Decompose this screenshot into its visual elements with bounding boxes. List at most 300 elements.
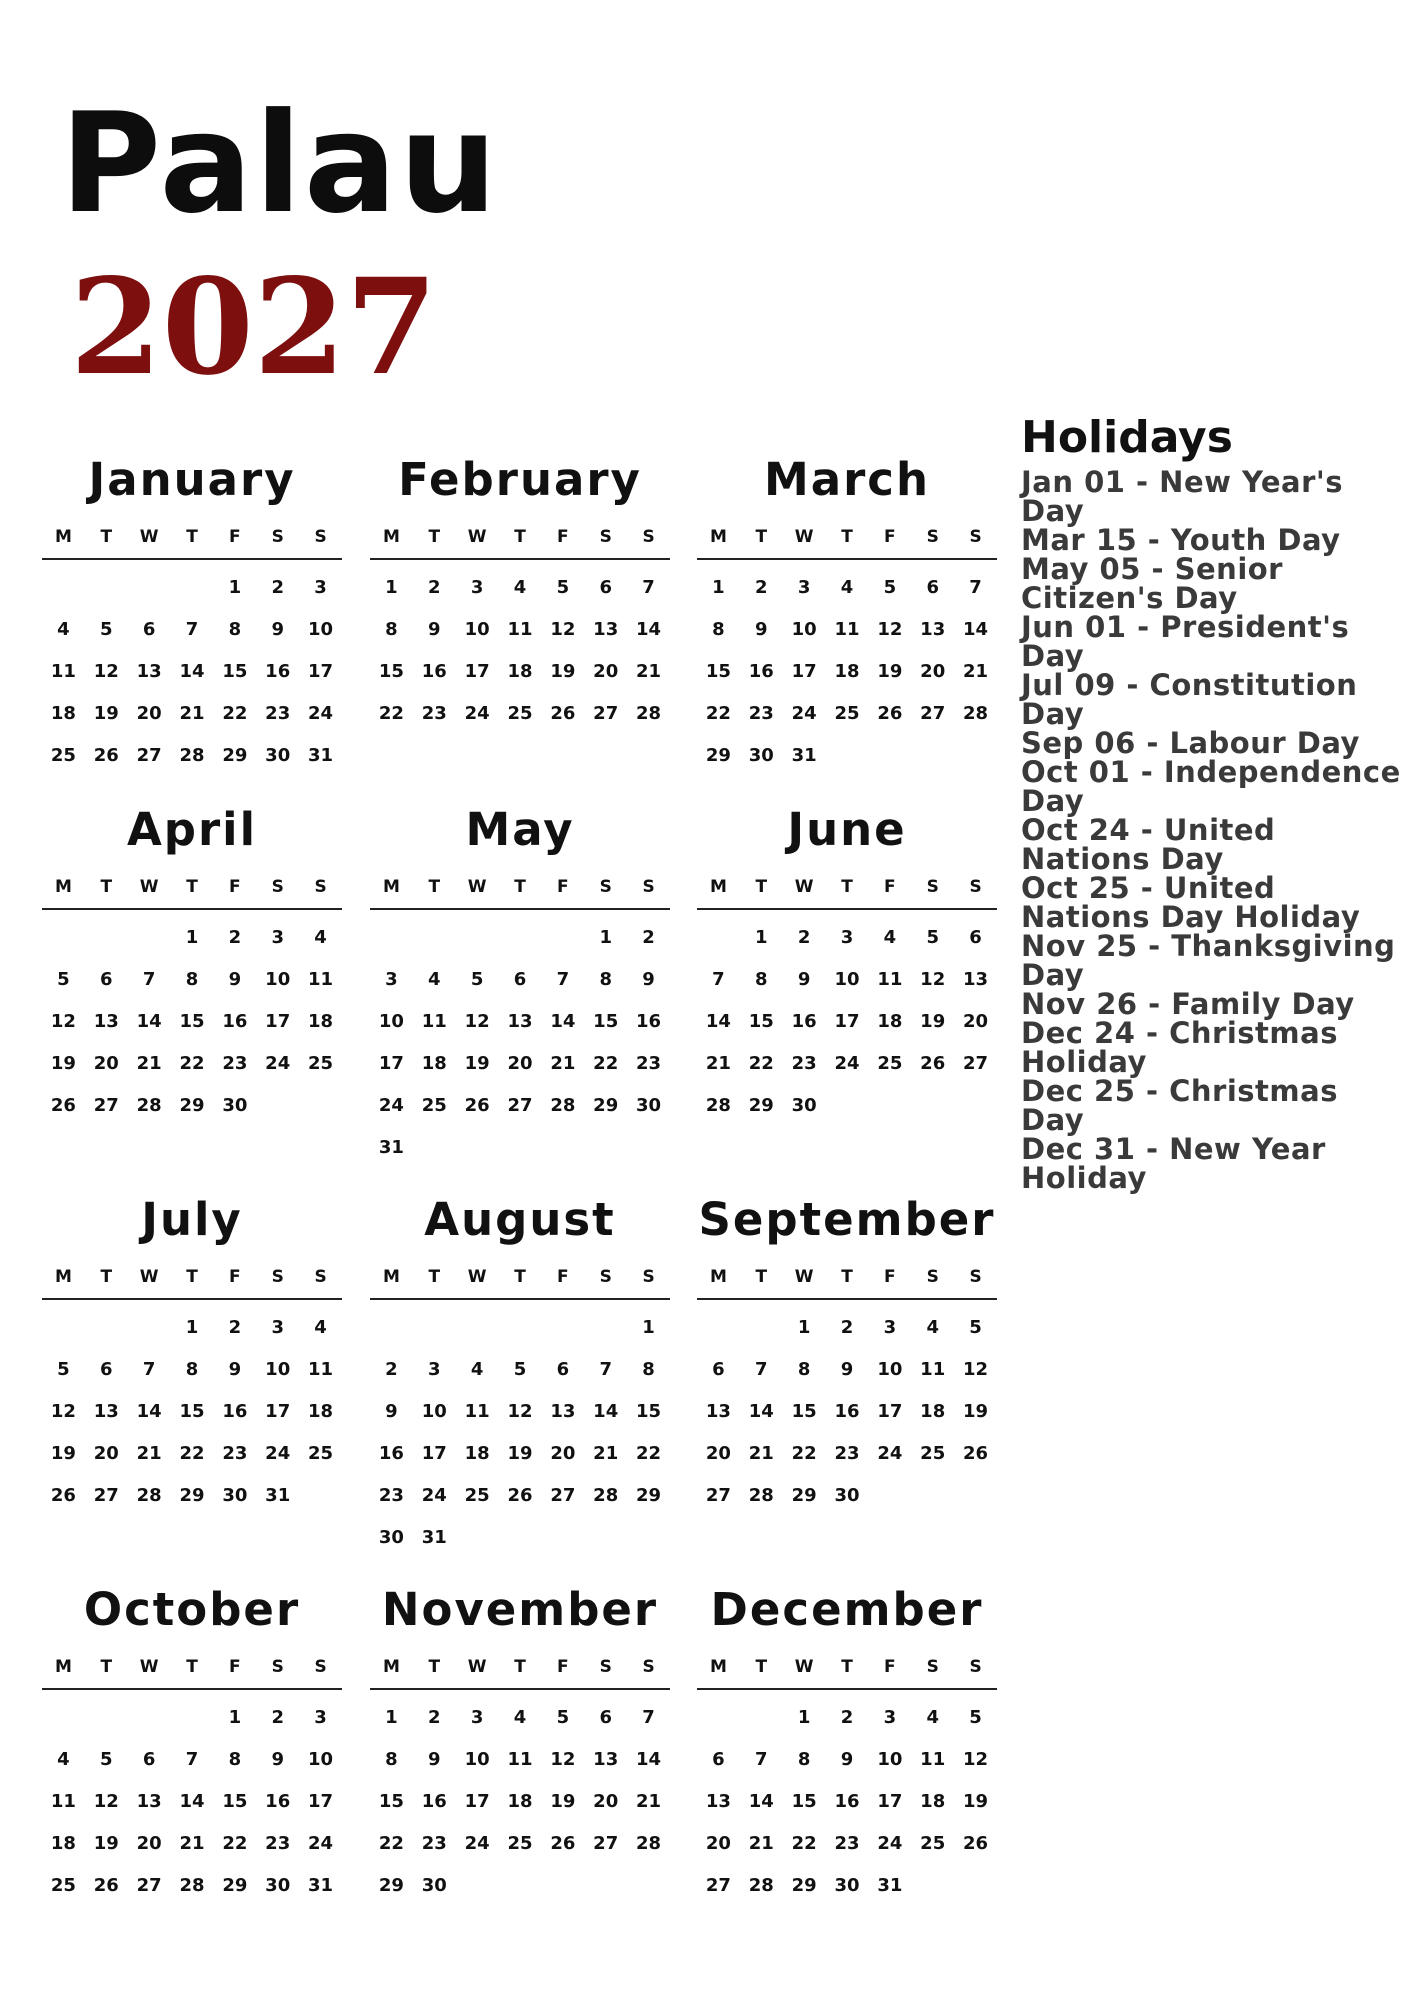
weekday-label: W <box>467 1267 487 1287</box>
empty-day-cell <box>413 1306 456 1348</box>
day-cell: 23 <box>265 1832 291 1854</box>
day-cell: 17 <box>877 1790 903 1812</box>
day-cell: 2 <box>797 926 811 948</box>
day-cell: 20 <box>507 1052 533 1074</box>
day-cell: 27 <box>705 1484 731 1506</box>
day-cell: 20 <box>136 702 162 724</box>
weekday-header <box>370 1264 670 1300</box>
month-january <box>42 450 342 776</box>
day-cell: 18 <box>507 1790 533 1812</box>
weekday-label: F <box>229 1267 241 1287</box>
day-cell: 19 <box>963 1400 989 1422</box>
month-name: May <box>465 803 575 856</box>
day-cell: 23 <box>834 1832 860 1854</box>
month-may <box>370 800 670 1168</box>
day-cell: 25 <box>507 702 533 724</box>
day-cell: 28 <box>748 1484 774 1506</box>
day-cell: 22 <box>179 1052 205 1074</box>
day-cell: 29 <box>179 1484 205 1506</box>
day-grid <box>697 1306 997 1516</box>
day-cell: 7 <box>142 1358 156 1380</box>
day-cell: 14 <box>636 1748 662 1770</box>
day-cell: 12 <box>507 1400 533 1422</box>
day-cell: 18 <box>507 660 533 682</box>
weekday-label: T <box>755 1267 768 1287</box>
day-cell: 11 <box>50 1790 76 1812</box>
weekday-label: T <box>755 527 768 547</box>
day-cell: 12 <box>963 1358 989 1380</box>
empty-day-cell <box>85 916 128 958</box>
weekday-label: S <box>642 1267 655 1287</box>
month-name: November <box>381 1583 659 1636</box>
month-name: April <box>126 803 258 856</box>
day-cell: 13 <box>136 1790 162 1812</box>
day-cell: 3 <box>883 1316 897 1338</box>
weekday-label: T <box>755 877 768 897</box>
weekday-label: S <box>969 527 982 547</box>
day-cell: 6 <box>969 926 982 948</box>
day-cell: 26 <box>507 1484 533 1506</box>
day-cell: 26 <box>464 1094 490 1116</box>
weekday-header <box>42 1654 342 1690</box>
empty-day-cell <box>85 1696 128 1738</box>
day-cell: 6 <box>556 1358 570 1380</box>
day-cell: 30 <box>748 744 774 766</box>
day-cell: 24 <box>834 1052 860 1074</box>
day-cell: 12 <box>550 1748 576 1770</box>
day-cell: 15 <box>222 1790 248 1812</box>
day-cell: 6 <box>100 1358 113 1380</box>
day-cell: 16 <box>791 1010 817 1032</box>
day-cell: 1 <box>712 576 725 598</box>
day-cell: 24 <box>378 1094 404 1116</box>
month-name: June <box>787 803 907 856</box>
day-cell: 3 <box>385 968 398 990</box>
day-cell: 9 <box>428 1748 441 1770</box>
day-grid <box>42 1696 342 1906</box>
day-cell: 15 <box>593 1010 619 1032</box>
day-cell: 26 <box>50 1484 76 1506</box>
weekday-label: S <box>599 527 612 547</box>
day-cell: 26 <box>877 702 903 724</box>
day-cell: 11 <box>920 1358 946 1380</box>
month-october <box>42 1580 342 1906</box>
day-cell: 23 <box>421 1832 447 1854</box>
day-cell: 11 <box>421 1010 447 1032</box>
day-cell: 1 <box>797 1316 811 1338</box>
empty-day-cell <box>541 916 584 958</box>
day-grid <box>370 1696 670 1906</box>
empty-day-cell <box>740 1306 783 1348</box>
weekday-label: M <box>382 527 400 547</box>
day-cell: 22 <box>791 1442 817 1464</box>
day-cell: 24 <box>421 1484 447 1506</box>
day-cell: 23 <box>421 702 447 724</box>
day-cell: 28 <box>593 1484 619 1506</box>
day-cell: 30 <box>265 744 291 766</box>
day-cell: 19 <box>93 702 119 724</box>
weekday-label: M <box>54 1657 72 1677</box>
day-cell: 6 <box>513 968 527 990</box>
day-cell: 25 <box>50 1874 76 1896</box>
holiday-item: Dec 24 - Christmas Holiday <box>1021 1016 1338 1079</box>
day-cell: 31 <box>308 1874 334 1896</box>
day-cell: 30 <box>222 1484 248 1506</box>
day-cell: 4 <box>883 926 897 948</box>
empty-day-cell <box>128 1696 171 1738</box>
day-cell: 9 <box>840 1358 854 1380</box>
weekday-label: T <box>186 527 198 547</box>
day-cell: 14 <box>705 1010 731 1032</box>
day-cell: 4 <box>513 576 527 598</box>
day-cell: 19 <box>50 1442 76 1464</box>
month-name: January <box>88 453 296 506</box>
day-cell: 5 <box>969 1706 982 1728</box>
day-cell: 14 <box>136 1400 162 1422</box>
day-cell: 1 <box>385 576 398 598</box>
weekday-label: F <box>884 527 896 547</box>
day-cell: 5 <box>556 1706 570 1728</box>
day-cell: 16 <box>834 1790 860 1812</box>
day-cell: 15 <box>748 1010 774 1032</box>
empty-day-cell <box>42 566 85 608</box>
day-cell: 5 <box>969 1316 982 1338</box>
day-cell: 31 <box>877 1874 903 1896</box>
day-cell: 30 <box>636 1094 662 1116</box>
weekday-label: W <box>139 1657 159 1677</box>
day-cell: 6 <box>712 1748 725 1770</box>
day-cell: 3 <box>470 576 484 598</box>
day-cell: 1 <box>228 576 242 598</box>
weekday-label: T <box>755 1657 768 1677</box>
empty-day-cell <box>128 566 171 608</box>
day-cell: 8 <box>228 1748 242 1770</box>
day-cell: 5 <box>100 1748 113 1770</box>
day-cell: 28 <box>636 1832 662 1854</box>
weekday-label: S <box>271 1657 284 1677</box>
day-cell: 2 <box>840 1316 854 1338</box>
day-cell: 5 <box>513 1358 527 1380</box>
holidays-panel <box>1021 412 1406 1193</box>
day-cell: 22 <box>636 1442 662 1464</box>
day-cell: 4 <box>314 1316 327 1338</box>
weekday-label: W <box>794 1267 814 1287</box>
day-cell: 27 <box>593 1832 619 1854</box>
day-cell: 22 <box>705 702 731 724</box>
weekday-label: S <box>314 1267 327 1287</box>
weekday-label: F <box>884 1267 896 1287</box>
day-cell: 15 <box>636 1400 662 1422</box>
empty-day-cell <box>697 1306 740 1348</box>
day-cell: 29 <box>636 1484 662 1506</box>
day-cell: 6 <box>142 618 156 640</box>
day-cell: 5 <box>57 968 70 990</box>
day-cell: 25 <box>50 744 76 766</box>
day-cell: 13 <box>593 618 619 640</box>
day-cell: 23 <box>265 702 291 724</box>
day-cell: 7 <box>185 1748 199 1770</box>
day-cell: 23 <box>834 1442 860 1464</box>
weekday-label: S <box>599 877 612 897</box>
day-cell: 3 <box>883 1706 897 1728</box>
day-cell: 24 <box>265 1052 291 1074</box>
day-cell: 21 <box>963 660 989 682</box>
day-cell: 8 <box>185 968 199 990</box>
day-cell: 9 <box>228 968 242 990</box>
day-cell: 7 <box>642 576 655 598</box>
weekday-header <box>42 874 342 910</box>
weekday-label: S <box>926 1657 939 1677</box>
day-cell: 25 <box>920 1442 946 1464</box>
day-cell: 1 <box>642 1316 655 1338</box>
day-cell: 31 <box>308 744 334 766</box>
day-cell: 1 <box>755 926 768 948</box>
day-cell: 19 <box>464 1052 490 1074</box>
empty-day-cell <box>370 916 413 958</box>
weekday-header <box>697 1654 997 1690</box>
day-cell: 4 <box>926 1316 939 1338</box>
day-cell: 2 <box>385 1358 398 1380</box>
day-cell: 31 <box>265 1484 291 1506</box>
empty-day-cell <box>413 916 456 958</box>
day-cell: 10 <box>265 1358 291 1380</box>
day-cell: 17 <box>791 660 817 682</box>
empty-day-cell <box>456 916 499 958</box>
month-september <box>697 1190 997 1516</box>
weekday-header <box>42 1264 342 1300</box>
day-cell: 4 <box>57 1748 70 1770</box>
holiday-item: Sep 06 - Labour Day <box>1021 726 1360 760</box>
month-february <box>370 450 670 734</box>
weekday-label: W <box>139 527 159 547</box>
day-cell: 25 <box>308 1442 334 1464</box>
day-cell: 26 <box>50 1094 76 1116</box>
day-cell: 2 <box>428 576 441 598</box>
day-cell: 4 <box>840 576 854 598</box>
day-cell: 17 <box>308 1790 334 1812</box>
day-cell: 11 <box>507 618 533 640</box>
day-cell: 15 <box>378 1790 404 1812</box>
day-cell: 18 <box>421 1052 447 1074</box>
day-cell: 21 <box>705 1052 731 1074</box>
day-cell: 1 <box>228 1706 242 1728</box>
day-cell: 6 <box>142 1748 156 1770</box>
weekday-label: S <box>642 1657 655 1677</box>
day-cell: 7 <box>599 1358 612 1380</box>
day-cell: 27 <box>93 1094 119 1116</box>
day-cell: 20 <box>705 1832 731 1854</box>
weekday-label: W <box>794 1657 814 1677</box>
day-cell: 17 <box>265 1400 291 1422</box>
holiday-item: Jul 09 - Constitution Day <box>1021 668 1358 731</box>
month-name: December <box>710 1583 984 1636</box>
holiday-item: Oct 01 - Independence Day <box>1021 755 1401 818</box>
day-cell: 16 <box>222 1400 248 1422</box>
month-name: February <box>398 453 642 506</box>
weekday-label: T <box>841 1657 853 1677</box>
weekday-label: F <box>557 1657 569 1677</box>
empty-day-cell <box>42 916 85 958</box>
day-cell: 22 <box>593 1052 619 1074</box>
day-cell: 19 <box>550 1790 576 1812</box>
day-cell: 12 <box>93 660 119 682</box>
day-cell: 24 <box>464 702 490 724</box>
day-cell: 14 <box>550 1010 576 1032</box>
day-cell: 18 <box>920 1400 946 1422</box>
day-grid <box>370 1306 670 1558</box>
day-cell: 21 <box>748 1832 774 1854</box>
day-grid <box>697 566 997 776</box>
weekday-label: S <box>969 1267 982 1287</box>
day-cell: 6 <box>712 1358 725 1380</box>
day-cell: 3 <box>470 1706 484 1728</box>
day-cell: 23 <box>222 1052 248 1074</box>
day-cell: 18 <box>877 1010 903 1032</box>
day-cell: 10 <box>421 1400 447 1422</box>
weekday-label: M <box>54 877 72 897</box>
day-cell: 14 <box>963 618 989 640</box>
day-cell: 14 <box>136 1010 162 1032</box>
day-cell: 16 <box>421 1790 447 1812</box>
empty-day-cell <box>171 566 214 608</box>
day-cell: 5 <box>883 576 897 598</box>
day-cell: 31 <box>791 744 817 766</box>
weekday-header <box>697 524 997 560</box>
weekday-label: W <box>467 527 487 547</box>
empty-day-cell <box>128 1306 171 1348</box>
weekday-header <box>697 1264 997 1300</box>
day-cell: 25 <box>920 1832 946 1854</box>
day-cell: 13 <box>507 1010 533 1032</box>
day-cell: 2 <box>428 1706 441 1728</box>
day-cell: 27 <box>507 1094 533 1116</box>
day-cell: 15 <box>705 660 731 682</box>
day-cell: 17 <box>834 1010 860 1032</box>
day-cell: 17 <box>378 1052 404 1074</box>
day-cell: 25 <box>877 1052 903 1074</box>
day-cell: 29 <box>748 1094 774 1116</box>
day-cell: 20 <box>93 1052 119 1074</box>
day-cell: 2 <box>271 1706 284 1728</box>
day-cell: 28 <box>179 1874 205 1896</box>
day-cell: 20 <box>93 1442 119 1464</box>
weekday-label: S <box>926 877 939 897</box>
weekday-label: S <box>271 527 284 547</box>
day-cell: 21 <box>593 1442 619 1464</box>
day-cell: 16 <box>636 1010 662 1032</box>
day-cell: 15 <box>791 1790 817 1812</box>
day-cell: 23 <box>791 1052 817 1074</box>
empty-day-cell <box>42 1696 85 1738</box>
day-cell: 7 <box>712 968 725 990</box>
day-cell: 20 <box>550 1442 576 1464</box>
month-name: March <box>763 453 931 506</box>
day-grid <box>697 1696 997 1906</box>
weekday-label: S <box>271 1267 284 1287</box>
day-cell: 24 <box>791 702 817 724</box>
day-cell: 20 <box>705 1442 731 1464</box>
day-cell: 30 <box>791 1094 817 1116</box>
day-cell: 9 <box>271 1748 284 1770</box>
weekday-label: S <box>599 1657 612 1677</box>
month-march <box>697 450 997 776</box>
empty-day-cell <box>85 566 128 608</box>
day-cell: 8 <box>797 1748 811 1770</box>
day-cell: 18 <box>308 1400 334 1422</box>
day-cell: 13 <box>93 1400 119 1422</box>
day-cell: 16 <box>378 1442 404 1464</box>
day-cell: 13 <box>963 968 989 990</box>
month-december <box>697 1580 997 1906</box>
day-cell: 5 <box>57 1358 70 1380</box>
day-cell: 28 <box>963 702 989 724</box>
day-cell: 28 <box>136 1094 162 1116</box>
weekday-label: T <box>186 1267 198 1287</box>
day-cell: 29 <box>791 1874 817 1896</box>
weekday-label: W <box>467 1657 487 1677</box>
holiday-item: Oct 24 - United Nations Day <box>1021 813 1276 876</box>
weekday-label: F <box>557 877 569 897</box>
weekday-header <box>370 1654 670 1690</box>
day-cell: 27 <box>920 702 946 724</box>
day-cell: 5 <box>100 618 113 640</box>
day-cell: 11 <box>50 660 76 682</box>
day-cell: 22 <box>378 702 404 724</box>
weekday-label: S <box>642 877 655 897</box>
day-cell: 14 <box>636 618 662 640</box>
day-cell: 20 <box>963 1010 989 1032</box>
day-cell: 14 <box>748 1400 774 1422</box>
day-cell: 8 <box>755 968 768 990</box>
day-cell: 11 <box>507 1748 533 1770</box>
weekday-label: S <box>926 527 939 547</box>
day-cell: 23 <box>378 1484 404 1506</box>
weekday-label: S <box>599 1267 612 1287</box>
weekday-header <box>697 874 997 910</box>
day-cell: 29 <box>179 1094 205 1116</box>
weekday-label: M <box>54 1267 72 1287</box>
weekday-label: T <box>186 1657 198 1677</box>
weekday-label: T <box>514 527 526 547</box>
weekday-label: T <box>100 877 113 897</box>
day-cell: 7 <box>969 576 982 598</box>
day-cell: 19 <box>550 660 576 682</box>
day-cell: 7 <box>556 968 570 990</box>
day-grid <box>42 916 342 1126</box>
day-cell: 19 <box>93 1832 119 1854</box>
empty-day-cell <box>85 1306 128 1348</box>
day-cell: 10 <box>877 1358 903 1380</box>
day-cell: 13 <box>550 1400 576 1422</box>
day-cell: 6 <box>100 968 113 990</box>
day-grid <box>370 916 670 1168</box>
day-cell: 16 <box>421 660 447 682</box>
day-cell: 12 <box>550 618 576 640</box>
day-cell: 2 <box>228 926 242 948</box>
day-cell: 3 <box>840 926 854 948</box>
weekday-label: M <box>382 877 400 897</box>
day-cell: 10 <box>308 618 334 640</box>
day-cell: 21 <box>636 1790 662 1812</box>
day-cell: 25 <box>507 1832 533 1854</box>
weekday-label: T <box>100 1267 113 1287</box>
day-cell: 2 <box>840 1706 854 1728</box>
day-cell: 20 <box>136 1832 162 1854</box>
holiday-item: Nov 25 - Thanksgiving Day <box>1021 929 1396 992</box>
day-cell: 6 <box>599 1706 612 1728</box>
weekday-label: T <box>428 1267 441 1287</box>
day-cell: 11 <box>308 968 334 990</box>
